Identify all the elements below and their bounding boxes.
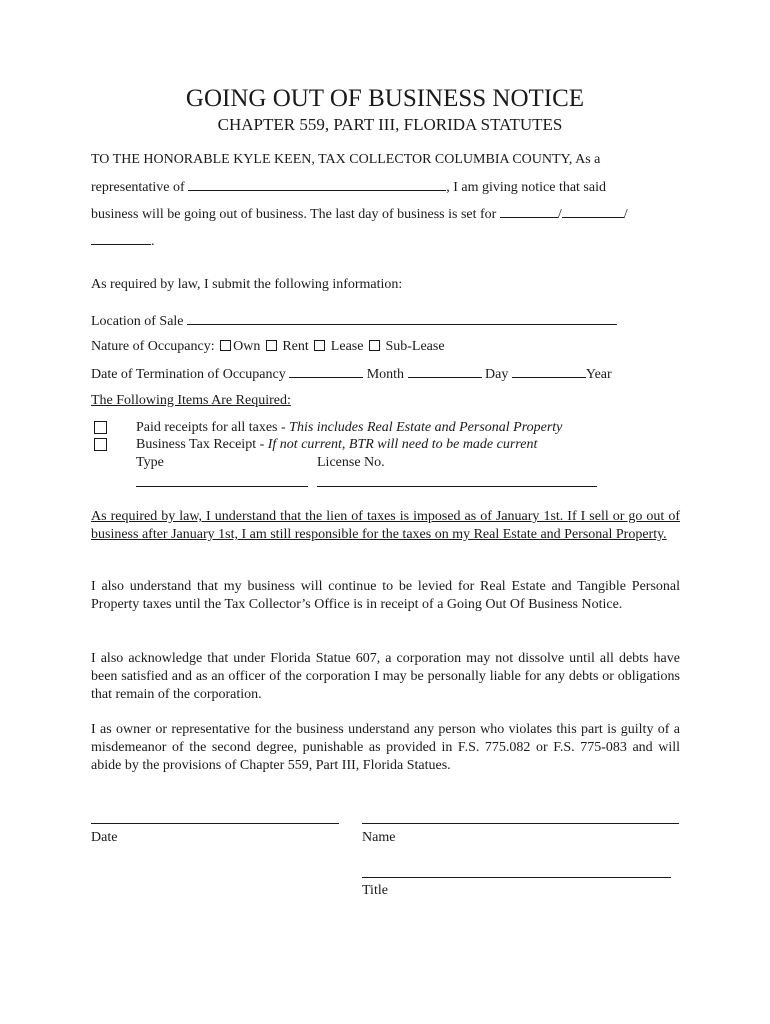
- license-field[interactable]: [317, 486, 597, 487]
- period-text: .: [151, 234, 155, 249]
- location-row: [91, 312, 617, 331]
- giving-notice-text: , I am giving notice that said: [446, 180, 606, 195]
- location-label: Location of Sale: [91, 314, 184, 329]
- type-label: Type: [136, 455, 164, 470]
- paid-receipts-label: Paid receipts for all taxes -: [136, 420, 290, 435]
- date-separator: /: [557, 207, 562, 222]
- intro-line-1: TO THE HONORABLE KYLE KEEN, TAX COLLECTOR COLUMBIA COUNTY, As a: [91, 152, 601, 167]
- date-label: Date: [91, 830, 118, 845]
- sublease-label: Sub-Lease: [385, 339, 445, 354]
- btr-item: [136, 436, 537, 454]
- name-label: Name: [362, 830, 396, 845]
- levied-paragraph: I also understand that my business will continue to be levied for Real Estate and Tangible Personal Property taxes until the Tax Collector’s Office is in receipt of a Going Out Of Business Notice.: [91, 579, 680, 612]
- intro-line-4: [91, 232, 155, 251]
- intro-line-2: [91, 178, 606, 197]
- misdemeanor-paragraph: I as owner or representative for the business understand any person who violates this part is guilty of a misdemeanor of the second degree, punishable as provided in F.S. 775.082 or F.S. 775-083 and will abide by the provisions of Chapter 559, Part III, Florida Statues.: [91, 722, 680, 773]
- last-day-month-field[interactable]: [500, 205, 558, 218]
- representative-label: representative of: [91, 180, 185, 195]
- rent-label: Rent: [282, 339, 309, 354]
- paid-receipts-item: [136, 419, 562, 437]
- paid-receipts-checkbox[interactable]: [94, 421, 107, 434]
- lease-label: Lease: [330, 339, 364, 354]
- license-label: License No.: [317, 455, 385, 470]
- last-day-day-field[interactable]: [562, 205, 624, 218]
- title-label: Title: [362, 883, 388, 898]
- termination-row: [91, 365, 612, 384]
- termination-label: Date of Termination of Occupancy: [91, 367, 286, 382]
- representative-field[interactable]: [188, 178, 446, 191]
- date-signature-line[interactable]: [91, 823, 339, 824]
- month-label: Month: [366, 367, 405, 382]
- document-title: GOING OUT OF BUSINESS NOTICE: [185, 85, 585, 112]
- last-day-year-field[interactable]: [91, 232, 151, 245]
- btr-label: Business Tax Receipt -: [136, 437, 268, 452]
- rent-checkbox[interactable]: [266, 340, 277, 351]
- own-checkbox[interactable]: [220, 340, 231, 351]
- termination-year-field[interactable]: [512, 365, 586, 378]
- corporation-paragraph: I also acknowledge that under Florida Statue 607, a corporation may not dissolve until all debts have been satisfied and as an officer of the corporation I may be personally liable for any debts or obligations that remain of the corporation.: [91, 651, 680, 702]
- name-signature-line[interactable]: [362, 823, 679, 824]
- btr-note: If not current, BTR will need to be made current: [267, 437, 538, 452]
- termination-month-field[interactable]: [289, 365, 363, 378]
- btr-checkbox[interactable]: [94, 438, 107, 451]
- own-label: Own: [233, 339, 261, 354]
- last-day-label: business will be going out of business. The last day of business is set for: [91, 207, 497, 222]
- title-signature-line[interactable]: [362, 877, 671, 878]
- document-subtitle: CHAPTER 559, PART III, FLORIDA STATUTES: [217, 115, 563, 134]
- intro-line-3: [91, 205, 628, 224]
- year-label: Year: [585, 367, 612, 382]
- occupancy-label: Nature of Occupancy:: [91, 339, 215, 354]
- required-heading: The Following Items Are Required:: [91, 393, 291, 408]
- type-field[interactable]: [136, 486, 308, 487]
- lease-checkbox[interactable]: [314, 340, 325, 351]
- sublease-checkbox[interactable]: [369, 340, 380, 351]
- day-label: Day: [485, 367, 509, 382]
- termination-day-field[interactable]: [408, 365, 482, 378]
- info-lead: As required by law, I submit the following information:: [91, 277, 403, 292]
- paid-receipts-note: This includes Real Estate and Personal Property: [289, 420, 563, 435]
- date-separator: /: [623, 207, 628, 222]
- location-field[interactable]: [187, 312, 617, 325]
- occupancy-row: [91, 338, 445, 356]
- lien-paragraph: As required by law, I understand that the lien of taxes is imposed as of January 1st. If I sell or go out of business after January 1st, I am still responsible for the taxes on my Real Estate and Personal Property.: [91, 509, 680, 542]
